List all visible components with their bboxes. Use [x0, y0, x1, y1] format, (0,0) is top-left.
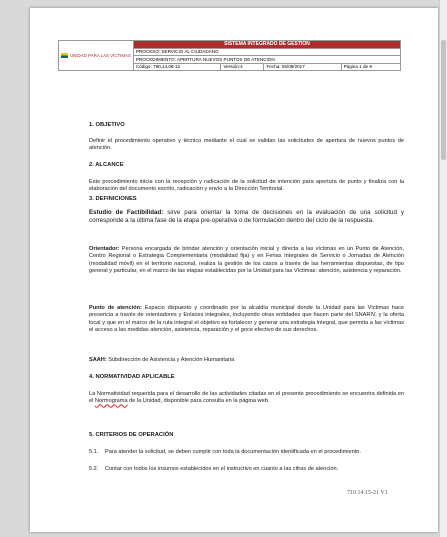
definition-punto-atencion: Punto de atención: Espacio dispuesto y coordinado por la alcaldía municipal donde la Unidad para las Víctimas hace presencia a través de orientadores y Enlaces integrales, incluyendo otras entidades que hacen parte del SNARIV, y la oferta local y que en el marco de la ruta integral el objetivo es fortalecer y generar una estrategia integral, que permita a las víctimas el acceso a las medidas atención, asistencia, reparación y el goce efectivo de sus derechos. [89, 305, 405, 334]
definition-factibilidad: Estudio de Factibilidad: sirve para orientar la toma de decisiones en la evaluación de una solicitud y corresponde a la última fase de la etapa pre-operativa o de formulación dentro del ciclo de la respuesta. [89, 209, 404, 225]
date-label: Fecha: 05/09/2017 [264, 63, 341, 71]
code-label: Código: 790,14,08-12 [133, 63, 221, 71]
system-title: SISTEMA INTEGRADO DE GESTIÓN [133, 41, 400, 49]
footer-code: 710.14.15-21 V1 [347, 490, 388, 496]
section-objetivo-title: 1. OBJETIVO [89, 122, 125, 128]
colombia-flag-icon [61, 53, 68, 58]
page-label: Página 1 de 9 [341, 63, 400, 71]
logo: UNIDAD PARA LAS VÍCTIMAS [59, 41, 134, 71]
document-header-table [58, 40, 401, 71]
section-alcance-title: 2. ALCANCE [89, 162, 124, 168]
process-label: PROCESO: SERVICIO AL CIUDADANO [133, 48, 400, 56]
scrollbar-thumb[interactable] [441, 40, 446, 160]
definition-saah: SAAH: Subdirección de Asistencia y Atención Humanitaria [89, 357, 235, 363]
vertical-scrollbar[interactable] [439, 0, 447, 537]
section-criterios-title: 5. CRITERIOS DE OPERACIÓN [89, 432, 174, 438]
version-label: Versión:4 [221, 63, 264, 71]
procedure-label: PROCEDIMIENTO: APERTURA NUEVOS PUNTOS DE ATENCIÓN [133, 56, 400, 64]
section-alcance-text: Este procedimiento inicia con la recepción y radicación de la solicitud de intención para apertura de punto y finaliza con la elaboración del documento escrito, radicación y envío a la Dirección Territorial. [89, 179, 404, 193]
section-normatividad-text: La Normatividad requerida para el desarrollo de las actividades citadas en el presente procedimiento se encuentra definida en el Normograma de la Unidad, disponible para consulta en la página web. [89, 391, 404, 405]
normograma-link[interactable]: Normograma [94, 398, 128, 405]
section-normatividad-title: 4. NORMATIVIDAD APLICABLE [89, 374, 175, 380]
section-objetivo-text: Definir el procedimiento operativo y técnico mediante el cual se validan las solicitudes de apertura de nuevos puntos de atención. [89, 138, 404, 152]
section-definiciones-title-text: 3. DEFINICIONES [89, 196, 137, 202]
definition-orientador: Orientador: Persona encargada de brindar atención y orientación inicial y directa a las víctimas en un Punto de Atención, Centro Regional o Estrategia Complementaria (modalidad fija) y en Ferias Integrales de Servicio o Jornadas de Atención (modalidad móvil) en el territorio nacional, realiza la gestión de los casos a través de las herramientas dispuestas, de tipo general y particular, en el marco de las etapas establecidas por la Unidad para las Víctimas: atención, asistencia y reparación. [89, 246, 404, 275]
